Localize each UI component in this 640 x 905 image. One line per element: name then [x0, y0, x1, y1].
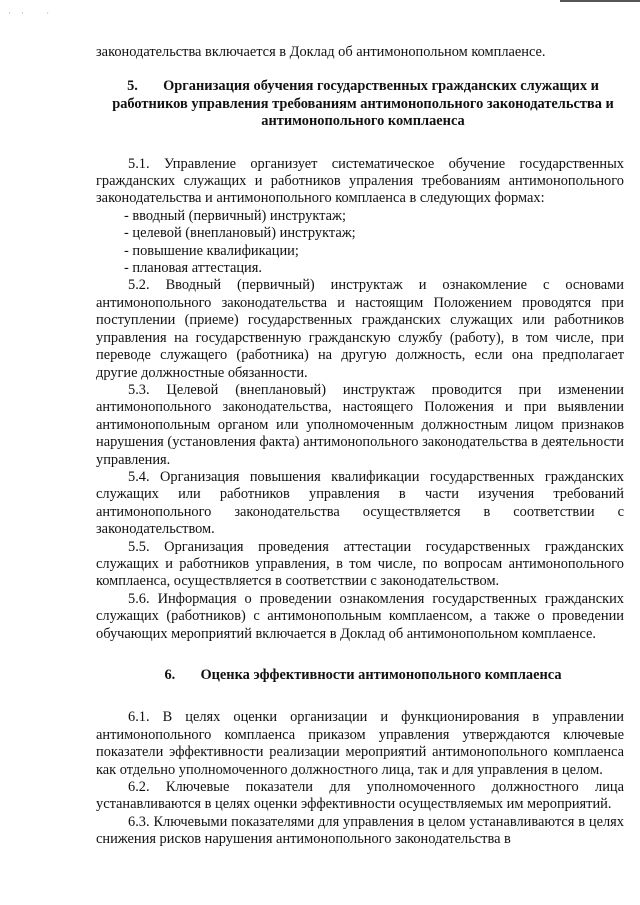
list-item: - вводный (первичный) инструктаж;: [124, 207, 346, 224]
scan-artifact: ˙˙ ˙: [8, 11, 60, 21]
section-6-number: 6.: [164, 667, 176, 683]
scan-edge-line: [560, 0, 640, 2]
paragraph-5-3: 5.3. Целевой (внеплановый) инструктаж проводится при изменении антимонопольного законодательства, настоящего Положения и при выявлении антимонопольным органом или уполномоченным должностным лицом признаков нарушения (установления факта) антимонопольного законодательства в деятельности управления.: [96, 381, 624, 468]
section-6-title: Оценка эффективности антимонопольного комплаенса: [200, 667, 562, 683]
paragraph-5-6: 5.6. Информация о проведении ознакомления государственных гражданских служащих (работников) с антимонопольным комплаенсом, а также о проведении обучающих мероприятий включается в Доклад об антимонопольном комплаенсе.: [96, 590, 624, 642]
document-page: [96, 44, 624, 849]
paragraph-6-3: 6.3. Ключевыми показателями для управления в целом устанавливаются в целях снижения рисков нарушения антимонопольного законодательства в: [96, 813, 624, 848]
intro-line: законодательства включается в Доклад об антимонопольном комплаенсе.: [96, 44, 546, 60]
list-item: - повышение квалификации;: [124, 242, 299, 259]
section-5-number: 5.: [127, 78, 138, 95]
list-item: - плановая аттестация.: [124, 260, 262, 277]
paragraph-5-5: 5.5. Организация проведения аттестации государственных гражданских служащих и работников управления, в том числе, по вопросам антимонопольного комплаенса, осуществляется в соответствии с законодательством.: [96, 538, 624, 590]
paragraph-5-4: 5.4. Организация повышения квалификации государственных гражданских служащих или работников управления в части изучения требований антимонопольного законодательства осуществляется в соответствии с законодательством.: [96, 468, 624, 538]
paragraph-6-2: 6.2. Ключевые показатели для уполномоченного должностного лица устанавливаются в целях оценки эффективности осуществляемых им мероприятий.: [96, 779, 624, 813]
section-6-heading: [96, 667, 624, 684]
list-item: - целевой (внеплановый) инструктаж;: [124, 225, 356, 242]
section-5-heading: [96, 78, 624, 130]
section-5-title: Организация обучения государственных гражданских служащих и работников управления требованиям антимонопольного законодательства и антимонопольного комплаенса: [112, 78, 614, 130]
paragraph-6-1: 6.1. В целях оценки организации и функционирования в управлении антимонопольного комплаенса приказом управления утверждаются ключевые показатели эффективности реализации мероприятий антимонопольного комплаенса как отдельно уполномоченного должностного лица, так и для управления в целом.: [96, 709, 624, 778]
paragraph-5-2: 5.2. Вводный (первичный) инструктаж и ознакомление с основами антимонопольного законодательства и настоящим Положением проводятся при поступлении (приеме) государственных гражданских служащих или работников управления на государственную гражданскую службу (работу), в том числе, при переводе служащего (работника) на другую должность, если она предполагает другие должностные обязанности.: [96, 277, 624, 381]
paragraph-5-1: 5.1. Управление организует систематическое обучение государственных гражданских служащих и работников упраления требованиям антимонопольного законодательства и антимонопольного комплаенса в следующих формах:: [96, 155, 624, 207]
